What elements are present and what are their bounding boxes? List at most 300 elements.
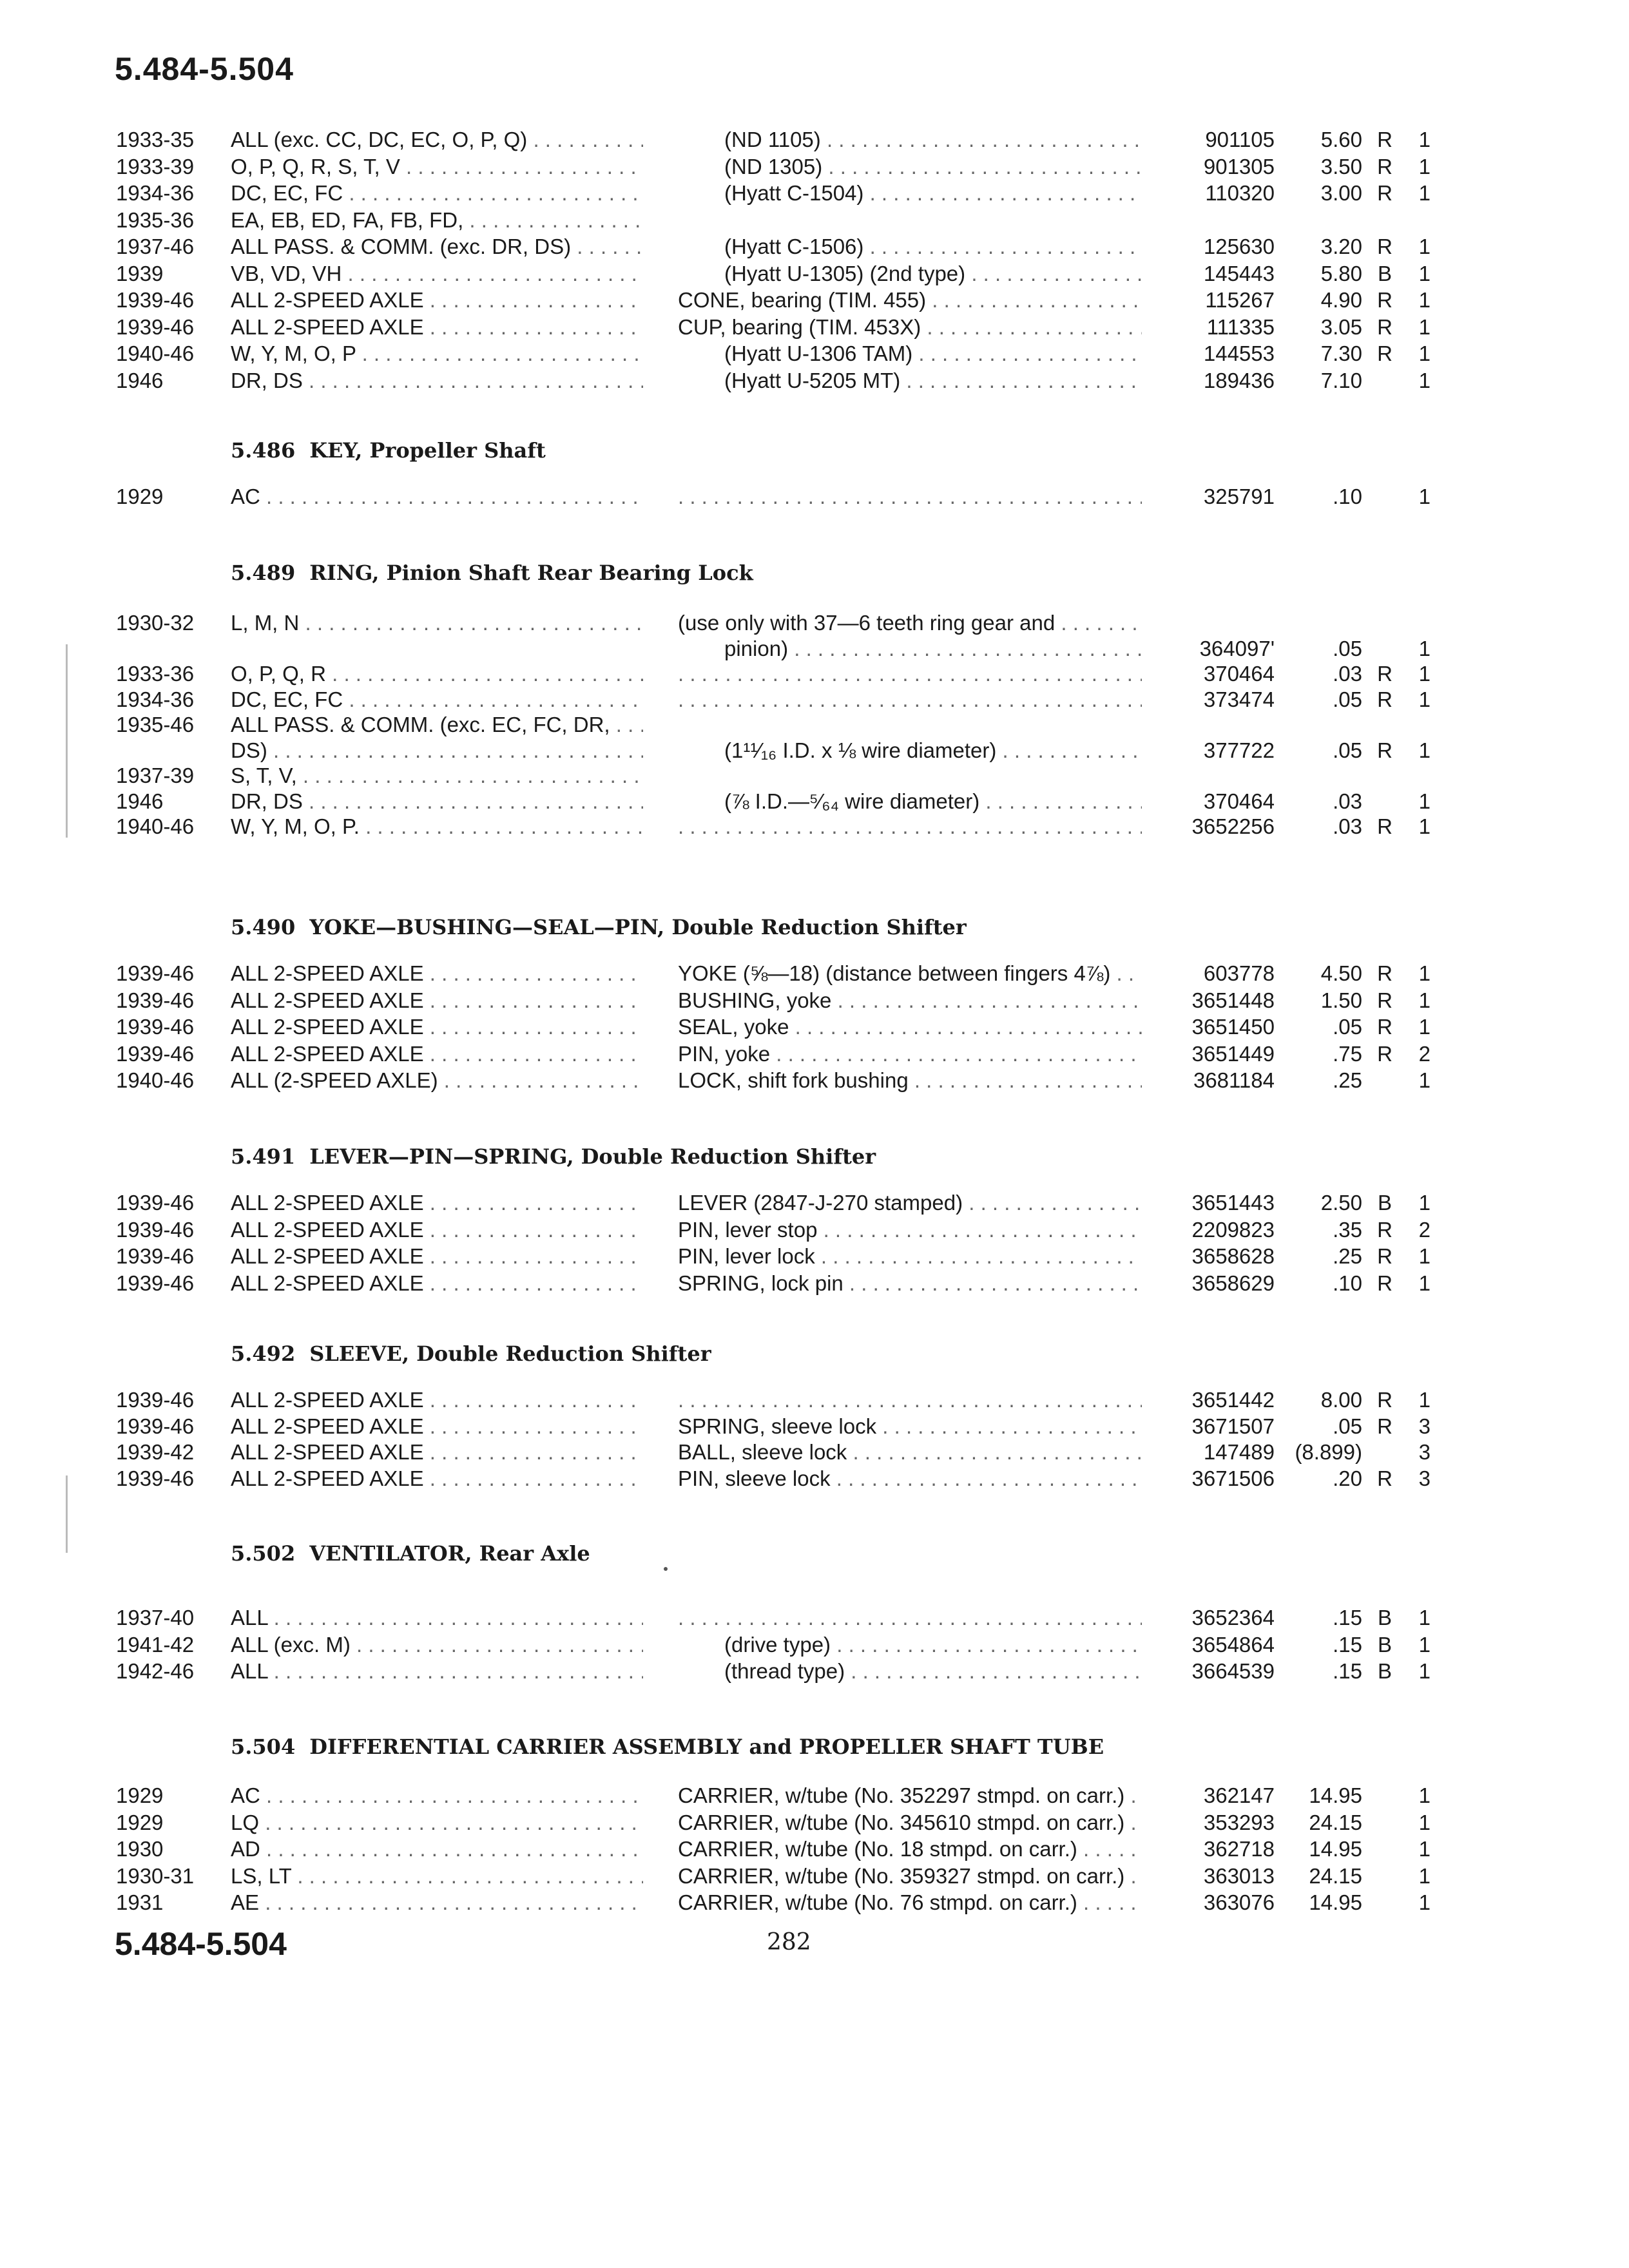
part-number-cell: 370464 [1203, 662, 1275, 686]
code-cell: R [1377, 988, 1393, 1012]
quantity-cell: 1 [1418, 1810, 1431, 1834]
section-name: LEVER—PIN—SPRING, Double Reduction Shifter [309, 1144, 876, 1169]
part-number-cell: 3651448 [1191, 988, 1275, 1012]
quantity-cell: 1 [1418, 485, 1431, 508]
description-cell: (Hyatt U-1306 TAM) . . . [724, 340, 1142, 367]
code-cell: R [1377, 314, 1393, 339]
year-cell: 1946 [116, 789, 164, 813]
description-cell: LEVER (2847-J-270 stamped) . . . [678, 1189, 1142, 1216]
description-cell [678, 1604, 1142, 1631]
description-cell: (1¹¹⁄₁₆ I.D. x ⅛ wire diameter) . . . [724, 737, 1142, 764]
table-row [0, 1658, 1629, 1685]
code-cell: R [1377, 1466, 1393, 1490]
year-cell: 1939-46 [116, 1191, 195, 1215]
code-cell: R [1377, 288, 1393, 312]
quantity-cell: 1 [1418, 154, 1431, 178]
part-number-cell: 125630 [1203, 235, 1275, 258]
price-cell: 8.00 [1320, 1388, 1362, 1412]
price-cell: .15 [1333, 1606, 1362, 1629]
model-cell: ALL 2-SPEED AXLE . . . [231, 1243, 643, 1270]
section-number: 5.491 [231, 1144, 296, 1169]
table-row [0, 260, 1629, 287]
code-cell: R [1377, 1271, 1393, 1295]
quantity-cell: 2 [1418, 1041, 1431, 1066]
description-cell: SEAL, yoke . . . [678, 1014, 1142, 1041]
quantity-cell: 1 [1418, 687, 1431, 711]
model-cell: W, Y, M, O, P . . . [231, 340, 643, 367]
model-cell: S, T, V, . . . [231, 762, 643, 789]
price-cell: 7.10 [1320, 368, 1362, 392]
code-cell: R [1377, 814, 1393, 838]
price-cell: 3.50 [1320, 154, 1362, 178]
year-cell: 1934-36 [116, 687, 195, 711]
price-cell: .35 [1333, 1217, 1362, 1242]
description-cell: CARRIER, w/tube (No. 352297 stmpd. on carr.) . . . [678, 1782, 1142, 1809]
part-number-cell: 353293 [1203, 1810, 1275, 1834]
year-cell: 1940-46 [116, 341, 195, 365]
model-cell: EA, EB, ED, FA, FB, FD, . . . [231, 207, 643, 234]
table-row [0, 483, 1629, 510]
price-cell: 5.60 [1320, 128, 1362, 151]
table-row [0, 180, 1629, 207]
description-cell: pinion) . . . [724, 635, 1142, 662]
quantity-cell: 3 [1418, 1466, 1431, 1490]
part-number-cell: 3651450 [1191, 1015, 1275, 1039]
model-cell: ALL 2-SPEED AXLE . . . [231, 1270, 643, 1297]
description-cell: CARRIER, w/tube (No. 76 stmpd. on carr.) . . . [678, 1889, 1142, 1916]
price-cell: .05 [1333, 1414, 1362, 1438]
section-number: 5.502 [231, 1541, 296, 1566]
description-cell [678, 483, 1142, 510]
quantity-cell: 2 [1418, 1217, 1431, 1242]
part-number-cell: 3658628 [1191, 1244, 1275, 1268]
table-row [0, 635, 1629, 662]
code-cell: B [1377, 1659, 1392, 1683]
model-cell: L, M, N . . . [231, 610, 643, 637]
price-cell: .03 [1333, 814, 1362, 838]
part-number-cell: 3671506 [1191, 1466, 1275, 1490]
table-row [0, 660, 1629, 687]
code-cell: R [1377, 1388, 1393, 1412]
part-number-cell: 3658629 [1191, 1271, 1275, 1295]
year-cell: 1939-42 [116, 1440, 195, 1464]
model-cell: AC . . . [231, 1782, 643, 1809]
table-row [0, 314, 1629, 341]
year-cell: 1939-46 [116, 1271, 195, 1295]
year-cell: 1939-46 [116, 1244, 195, 1268]
part-number-cell: 3681184 [1193, 1068, 1275, 1092]
price-cell: .15 [1333, 1632, 1362, 1657]
model-cell: DC, EC, FC . . . [231, 180, 643, 207]
print-speck [664, 1567, 668, 1571]
price-cell: 4.50 [1320, 961, 1362, 985]
section-name: VENTILATOR, Rear Axle [309, 1541, 590, 1566]
price-cell: .05 [1333, 687, 1362, 711]
part-number-cell: 3671507 [1191, 1414, 1275, 1438]
quantity-cell: 1 [1418, 288, 1431, 312]
table-row [0, 153, 1629, 180]
model-cell: ALL (exc. M) . . . [231, 1631, 643, 1658]
price-cell: 3.00 [1320, 181, 1362, 205]
year-cell: 1940-46 [116, 814, 195, 838]
table-row [0, 711, 1629, 738]
price-cell: 24.15 [1309, 1863, 1362, 1888]
description-cell: BUSHING, yoke . . . [678, 987, 1142, 1014]
model-cell: ALL . . . [231, 1658, 643, 1685]
model-cell: AD . . . [231, 1836, 643, 1863]
price-cell: .75 [1333, 1041, 1362, 1066]
model-cell: LQ . . . [231, 1809, 643, 1836]
code-cell: R [1377, 1217, 1393, 1242]
part-number-cell: 111335 [1206, 314, 1275, 339]
year-cell: 1939-46 [116, 1217, 195, 1242]
table-row [0, 367, 1629, 394]
price-cell: 5.80 [1320, 261, 1362, 285]
part-number-cell: 3651443 [1191, 1191, 1275, 1215]
year-cell: 1929 [116, 485, 164, 508]
table-row [0, 1189, 1629, 1216]
price-cell: .10 [1333, 1271, 1362, 1295]
table-row [0, 126, 1629, 153]
quantity-cell: 1 [1418, 1659, 1431, 1683]
year-cell: 1939-46 [116, 1414, 195, 1438]
section-title-5489 [231, 561, 753, 585]
description-cell: (thread type) . . . [724, 1658, 1142, 1685]
table-row [0, 1782, 1629, 1809]
description-cell: YOKE (⅝—18) (distance between fingers 4⅞) . . . [678, 960, 1142, 987]
model-cell: O, P, Q, R, S, T, V . . . [231, 153, 643, 180]
table-row [0, 737, 1629, 764]
quantity-cell: 1 [1418, 789, 1431, 813]
model-cell: ALL (exc. CC, DC, EC, O, P, Q) . . . [231, 126, 643, 153]
quantity-cell: 1 [1418, 662, 1431, 686]
code-cell: B [1377, 1606, 1392, 1629]
part-number-cell: 3652364 [1191, 1606, 1275, 1629]
year-cell: 1940-46 [116, 1068, 195, 1092]
description-cell: CARRIER, w/tube (No. 345610 stmpd. on carr.) . . . [678, 1809, 1142, 1836]
part-number-cell: 145443 [1203, 261, 1275, 285]
part-number-cell: 362147 [1203, 1783, 1275, 1807]
description-cell: (use only with 37—6 teeth ring gear and . . . [678, 610, 1142, 637]
model-cell: ALL 2-SPEED AXLE . . . [231, 960, 643, 987]
section-title-5486 [231, 438, 546, 463]
year-cell: 1931 [116, 1890, 164, 1914]
year-cell: 1939-46 [116, 1466, 195, 1490]
description-cell: (⅞ I.D.—⁵⁄₆₄ wire diameter) . . . [724, 788, 1142, 815]
year-cell: 1929 [116, 1783, 164, 1807]
year-cell: 1941-42 [116, 1632, 195, 1657]
price-cell: .05 [1333, 636, 1362, 660]
code-cell: R [1377, 687, 1393, 711]
price-cell: 7.30 [1320, 341, 1362, 365]
description-cell: SPRING, lock pin . . . [678, 1270, 1142, 1297]
model-cell: ALL 2-SPEED AXLE . . . [231, 1413, 643, 1440]
year-cell: 1934-36 [116, 181, 195, 205]
section-title-5492 [231, 1341, 711, 1366]
part-number-cell: 3654864 [1191, 1632, 1275, 1657]
code-cell: B [1377, 261, 1392, 285]
table-row [0, 207, 1629, 234]
section-name: RING, Pinion Shaft Rear Bearing Lock [309, 561, 753, 585]
part-number-cell: 325791 [1203, 485, 1275, 508]
margin-mark [66, 644, 68, 838]
year-cell: 1930-31 [116, 1863, 195, 1888]
description-cell [678, 813, 1142, 840]
model-cell: ALL 2-SPEED AXLE . . . [231, 1387, 643, 1414]
model-cell: ALL . . . [231, 1604, 643, 1631]
price-cell: .15 [1333, 1659, 1362, 1683]
year-cell: 1946 [116, 368, 164, 392]
quantity-cell: 1 [1418, 814, 1431, 838]
part-number-cell: 603778 [1203, 961, 1275, 985]
part-number-cell: 110320 [1205, 181, 1275, 205]
year-cell: 1942-46 [116, 1659, 195, 1683]
section-number: 5.492 [231, 1341, 296, 1366]
description-cell: CARRIER, w/tube (No. 18 stmpd. on carr.) . . . [678, 1836, 1142, 1863]
quantity-cell: 1 [1418, 1863, 1431, 1888]
description-cell: (Hyatt C-1504) . . . [724, 180, 1142, 207]
section-title-5502 [231, 1541, 590, 1566]
description-cell: PIN, lever stop . . . [678, 1216, 1142, 1244]
year-cell: 1939-46 [116, 1388, 195, 1412]
price-cell: 14.95 [1309, 1783, 1362, 1807]
model-cell: ALL 2-SPEED AXLE . . . [231, 1014, 643, 1041]
description-cell: PIN, lever lock . . . [678, 1243, 1142, 1270]
price-cell: 3.05 [1320, 314, 1362, 339]
model-cell: ALL 2-SPEED AXLE . . . [231, 1041, 643, 1068]
part-number-cell: 363076 [1203, 1890, 1275, 1914]
model-cell: DR, DS . . . [231, 367, 643, 394]
year-cell: 1939-46 [116, 288, 195, 312]
code-cell: R [1377, 235, 1393, 258]
quantity-cell: 1 [1418, 1632, 1431, 1657]
table-row [0, 1014, 1629, 1041]
part-number-cell: 901305 [1203, 154, 1275, 178]
quantity-cell: 1 [1418, 235, 1431, 258]
price-cell: 2.50 [1320, 1191, 1362, 1215]
quantity-cell: 1 [1418, 961, 1431, 985]
model-cell: ALL 2-SPEED AXLE . . . [231, 987, 643, 1014]
year-cell: 1939-46 [116, 1015, 195, 1039]
margin-mark [66, 1475, 68, 1553]
code-cell: R [1377, 1015, 1393, 1039]
model-cell: ALL 2-SPEED AXLE . . . [231, 287, 643, 314]
code-cell: B [1377, 1632, 1392, 1657]
code-cell: R [1377, 181, 1393, 205]
model-cell: AC . . . [231, 483, 643, 510]
year-cell: 1939-46 [116, 314, 195, 339]
quantity-cell: 1 [1418, 341, 1431, 365]
description-cell: CUP, bearing (TIM. 453X) . . . [678, 314, 1142, 341]
year-cell: 1939-46 [116, 961, 195, 985]
quantity-cell: 1 [1418, 368, 1431, 392]
description-cell: (drive type) . . . [724, 1631, 1142, 1658]
table-row [0, 960, 1629, 987]
description-cell: CARRIER, w/tube (No. 359327 stmpd. on carr.) . . . [678, 1863, 1142, 1890]
year-cell: 1939 [116, 261, 164, 285]
page-header-range: 5.484-5.504 [115, 51, 294, 87]
description-cell [678, 686, 1142, 713]
code-cell: R [1377, 341, 1393, 365]
price-cell: .10 [1333, 485, 1362, 508]
model-cell: DS) . . . [231, 737, 643, 764]
table-row [0, 287, 1629, 314]
table-row [0, 1270, 1629, 1297]
quantity-cell: 1 [1418, 636, 1431, 660]
table-row [0, 1889, 1629, 1916]
table-row [0, 1809, 1629, 1836]
description-cell [678, 660, 1142, 687]
table-row [0, 1604, 1629, 1631]
price-cell: .25 [1333, 1244, 1362, 1268]
price-cell: 24.15 [1309, 1810, 1362, 1834]
table-row [0, 610, 1629, 637]
year-cell: 1939-46 [116, 988, 195, 1012]
price-cell: .25 [1333, 1068, 1362, 1092]
section-title-5491 [231, 1144, 876, 1169]
description-cell: (Hyatt U-1305) (2nd type) . . . [724, 260, 1142, 287]
quantity-cell: 1 [1418, 1783, 1431, 1807]
code-cell: R [1377, 662, 1393, 686]
part-number-cell: 362718 [1203, 1837, 1275, 1861]
price-cell: 14.95 [1309, 1890, 1362, 1914]
year-cell: 1933-35 [116, 128, 195, 151]
price-cell: .20 [1333, 1466, 1362, 1490]
code-cell: R [1377, 1414, 1393, 1438]
table-row [0, 1836, 1629, 1863]
table-row [0, 1041, 1629, 1068]
part-number-cell: 3651442 [1191, 1388, 1275, 1412]
table-row [0, 987, 1629, 1014]
quantity-cell: 1 [1418, 738, 1431, 762]
quantity-cell: 1 [1418, 128, 1431, 151]
quantity-cell: 1 [1418, 1606, 1431, 1629]
quantity-cell: 1 [1418, 1388, 1431, 1412]
table-row [0, 1439, 1629, 1466]
part-number-cell: 3664539 [1191, 1659, 1275, 1683]
quantity-cell: 3 [1418, 1414, 1431, 1438]
description-cell: PIN, yoke . . . [678, 1041, 1142, 1068]
description-cell: PIN, sleeve lock . . . [678, 1465, 1142, 1492]
part-number-cell: 370464 [1203, 789, 1275, 813]
model-cell: VB, VD, VH . . . [231, 260, 643, 287]
table-row [0, 813, 1629, 840]
section-number: 5.486 [231, 438, 296, 463]
year-cell: 1935-36 [116, 207, 195, 232]
quantity-cell: 1 [1418, 1271, 1431, 1295]
table-row [0, 233, 1629, 260]
year-cell: 1929 [116, 1810, 164, 1834]
quantity-cell: 1 [1418, 1068, 1431, 1092]
section-number: 5.489 [231, 561, 296, 585]
year-cell: 1930 [116, 1837, 164, 1861]
price-cell: (8.899) [1295, 1440, 1362, 1464]
description-cell [678, 1387, 1142, 1414]
table-row [0, 1243, 1629, 1270]
year-cell: 1937-46 [116, 235, 195, 258]
table-row [0, 1631, 1629, 1658]
quantity-cell: 1 [1418, 181, 1431, 205]
description-cell: LOCK, shift fork bushing . . . [678, 1067, 1142, 1094]
quantity-cell: 1 [1418, 988, 1431, 1012]
price-cell: .03 [1333, 789, 1362, 813]
model-cell: DR, DS . . . [231, 788, 643, 815]
model-cell: ALL 2-SPEED AXLE . . . [231, 1465, 643, 1492]
table-row [0, 1863, 1629, 1890]
quantity-cell: 1 [1418, 261, 1431, 285]
year-cell: 1939-46 [116, 1041, 195, 1066]
model-cell: ALL PASS. & COMM. (exc. DR, DS) . . . [231, 233, 643, 260]
section-name: DIFFERENTIAL CARRIER ASSEMBLY and PROPELLER SHAFT TUBE [309, 1735, 1104, 1759]
description-cell: BALL, sleeve lock . . . [678, 1439, 1142, 1466]
year-cell: 1937-40 [116, 1606, 195, 1629]
page-footer-range: 5.484-5.504 [115, 1926, 287, 1962]
price-cell: .03 [1333, 662, 1362, 686]
description-cell: (ND 1305) . . . [724, 153, 1142, 180]
table-row [0, 1387, 1629, 1414]
year-cell: 1935-46 [116, 713, 195, 736]
model-cell: ALL 2-SPEED AXLE . . . [231, 1189, 643, 1216]
price-cell: 1.50 [1320, 988, 1362, 1012]
table-row [0, 788, 1629, 815]
year-cell: 1933-36 [116, 662, 195, 686]
part-number-cell: 3652256 [1191, 814, 1275, 838]
part-number-cell: 377722 [1203, 738, 1275, 762]
model-cell: ALL 2-SPEED AXLE . . . [231, 1216, 643, 1244]
part-number-cell: 373474 [1203, 687, 1275, 711]
part-number-cell: 363013 [1203, 1863, 1275, 1888]
code-cell: R [1377, 1041, 1393, 1066]
code-cell: B [1377, 1191, 1392, 1215]
code-cell: R [1377, 961, 1393, 985]
quantity-cell: 1 [1418, 314, 1431, 339]
model-cell: W, Y, M, O, P. . . . [231, 813, 643, 840]
table-row [0, 762, 1629, 789]
description-cell: CONE, bearing (TIM. 455) . . . [678, 287, 1142, 314]
model-cell: LS, LT . . . [231, 1863, 643, 1890]
part-number-cell: 3651449 [1191, 1041, 1275, 1066]
model-cell: AE . . . [231, 1889, 643, 1916]
description-cell: (ND 1105) . . . [724, 126, 1142, 153]
price-cell: 3.20 [1320, 235, 1362, 258]
model-cell: ALL (2-SPEED AXLE) . . . [231, 1067, 643, 1094]
quantity-cell: 1 [1418, 1191, 1431, 1215]
year-cell: 1933-39 [116, 154, 195, 178]
model-cell: ALL PASS. & COMM. (exc. EC, FC, DR, . . . [231, 711, 643, 738]
quantity-cell: 1 [1418, 1890, 1431, 1914]
part-number-cell: 144553 [1203, 341, 1275, 365]
table-row [0, 686, 1629, 713]
year-cell: 1937-39 [116, 764, 195, 787]
part-number-cell: 189436 [1203, 368, 1275, 392]
table-row [0, 1413, 1629, 1440]
section-name: KEY, Propeller Shaft [309, 438, 546, 463]
model-cell: ALL 2-SPEED AXLE . . . [231, 1439, 643, 1466]
quantity-cell: 1 [1418, 1837, 1431, 1861]
section-name: SLEEVE, Double Reduction Shifter [309, 1341, 711, 1366]
part-number-cell: 2209823 [1191, 1217, 1275, 1242]
code-cell: R [1377, 1244, 1393, 1268]
code-cell: R [1377, 738, 1393, 762]
quantity-cell: 3 [1418, 1440, 1431, 1464]
page-number: 282 [767, 1929, 811, 1956]
price-cell: .05 [1333, 738, 1362, 762]
price-cell: 4.90 [1320, 288, 1362, 312]
model-cell: ALL 2-SPEED AXLE . . . [231, 314, 643, 341]
table-row [0, 1465, 1629, 1492]
part-number-cell: 901105 [1205, 128, 1275, 151]
section-number: 5.490 [231, 915, 296, 939]
